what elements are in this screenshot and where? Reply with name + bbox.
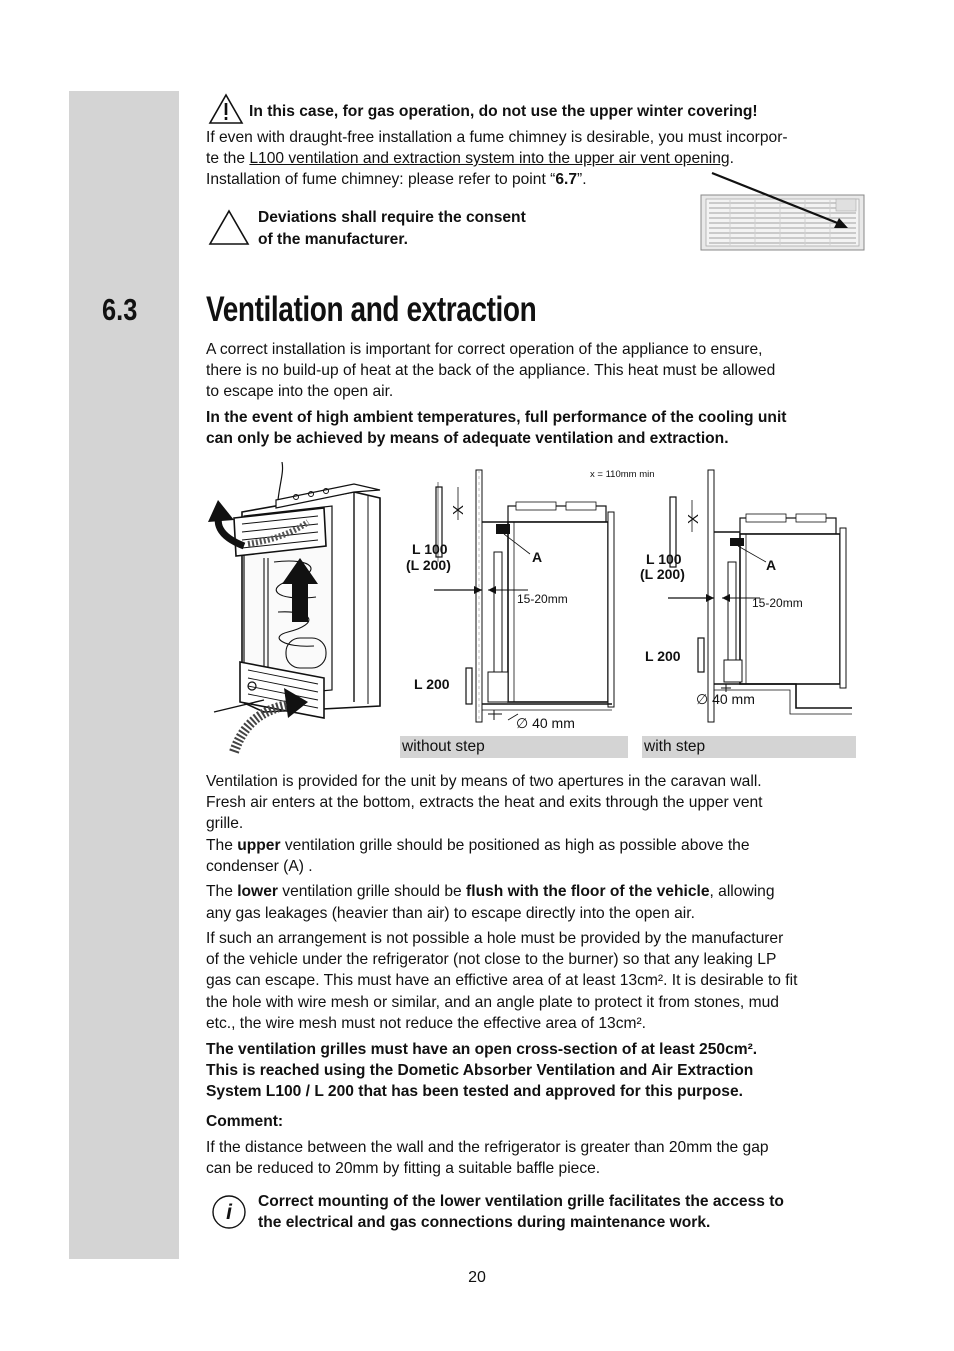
- l100-system-link: L100 ventilation and extraction system into the upper air vent opening: [249, 150, 730, 167]
- diameter-label: ∅ 40 mm: [516, 715, 575, 731]
- l200-label: L 200: [414, 676, 450, 692]
- body-line: The lower ventilation grille should be flush with the floor of the vehicle, allowing: [206, 883, 775, 900]
- sidebar-band: [69, 91, 179, 1259]
- refrigerator-airflow-illustration: [204, 462, 394, 754]
- warning-heading: In this case, for gas operation, do not use the upper winter covering!: [249, 103, 758, 120]
- intro-paragraph-line: there is no build-up of heat at the back of the appliance. This heat must be allowed: [206, 362, 776, 379]
- intro-paragraph-line: to escape into the open air.: [206, 383, 394, 400]
- warning-text-line: Installation of fume chimney: please refer to point “6.7”.: [206, 171, 587, 188]
- body-bold-line: System L100 / L 200 that has been tested and approved for this purpose.: [206, 1083, 743, 1100]
- vent-grille-photo: [700, 168, 868, 254]
- x-dimension-label: X: [450, 504, 467, 515]
- intro-bold-line: can only be achieved by means of adequate ventilation and extraction.: [206, 430, 729, 447]
- gap-label: 15-20mm: [517, 592, 568, 606]
- body-line: gas can escape. This must have an effictive area of at least 13cm². It is desirable to fit: [206, 972, 798, 989]
- comment-label: Comment:: [206, 1113, 284, 1130]
- diameter-label: ∅ 40 mm: [696, 691, 755, 707]
- body-line: Ventilation is provided for the unit by means of two apertures in the caravan wall.: [206, 773, 762, 790]
- l100-label: L 100: [646, 551, 682, 567]
- body-bold-line: This is reached using the Dometic Absorber Ventilation and Air Extraction: [206, 1062, 754, 1079]
- body-line: If the distance between the wall and the refrigerator is greater than 20mm the gap: [206, 1139, 769, 1156]
- caption-without-step: without step: [400, 736, 628, 758]
- l200-paren-label: (L 200): [640, 566, 685, 582]
- x-dimension-label: X: [685, 513, 702, 524]
- section-number: 6.3: [102, 292, 138, 327]
- l100-label: L 100: [412, 541, 448, 557]
- section-title: Ventilation and extraction: [206, 290, 537, 329]
- caption-with-step: with step: [642, 736, 856, 758]
- body-line: any gas leakages (heavier than air) to escape directly into the open air.: [206, 905, 695, 922]
- body-line: of the vehicle under the refrigerator (not close to the burner) so that any leaking LP: [206, 951, 777, 968]
- consent-notice-line: of the manufacturer.: [258, 231, 408, 248]
- warning-text-line: te the L100 ventilation and extraction system into the upper air vent opening.: [206, 150, 734, 167]
- info-note-line: Correct mounting of the lower ventilation grille facilitates the access to: [258, 1193, 784, 1210]
- warning-text-line: If even with draught-free installation a fume chimney is desirable, you must incorpor-: [206, 129, 788, 146]
- condenser-a-label: A: [766, 557, 777, 573]
- body-line: Fresh air enters at the bottom, extracts the heat and exits through the upper vent: [206, 794, 763, 811]
- body-bold-line: The ventilation grilles must have an open cross-section of at least 250cm².: [206, 1041, 758, 1058]
- x-min-note: x = 110mm min: [590, 469, 655, 480]
- info-icon: [211, 1194, 247, 1230]
- l200-paren-label: (L 200): [406, 557, 451, 573]
- ventilation-cross-section-diagrams: [396, 462, 866, 734]
- body-line: If such an arrangement is not possible a hole must be provided by the manufacturer: [206, 930, 784, 947]
- body-line: condenser (A) .: [206, 858, 313, 875]
- warning-icon: [208, 93, 244, 125]
- l200-label: L 200: [645, 648, 681, 664]
- consent-notice-line: Deviations shall require the consent: [258, 209, 526, 226]
- caution-triangle-icon: [208, 209, 250, 246]
- svg-text:i: i: [226, 1201, 232, 1224]
- gap-label: 15-20mm: [752, 596, 803, 610]
- page-number: 20: [468, 1269, 486, 1286]
- info-note-line: the electrical and gas connections during maintenance work.: [258, 1214, 711, 1231]
- condenser-a-label: A: [532, 549, 543, 565]
- body-line: The upper ventilation grille should be positioned as high as possible above the: [206, 837, 750, 854]
- body-line: etc., the wire mesh must not reduce the effective area of 13cm².: [206, 1015, 647, 1032]
- body-line: grille.: [206, 815, 244, 832]
- body-line: the hole with wire mesh or similar, and an angle plate to protect it from stones, mud: [206, 994, 779, 1011]
- intro-paragraph-line: A correct installation is important for correct operation of the appliance to ensure,: [206, 341, 763, 358]
- body-line: can be reduced to 20mm by fitting a suitable baffle piece.: [206, 1160, 601, 1177]
- intro-bold-line: In the event of high ambient temperatures, full performance of the cooling unit: [206, 409, 787, 426]
